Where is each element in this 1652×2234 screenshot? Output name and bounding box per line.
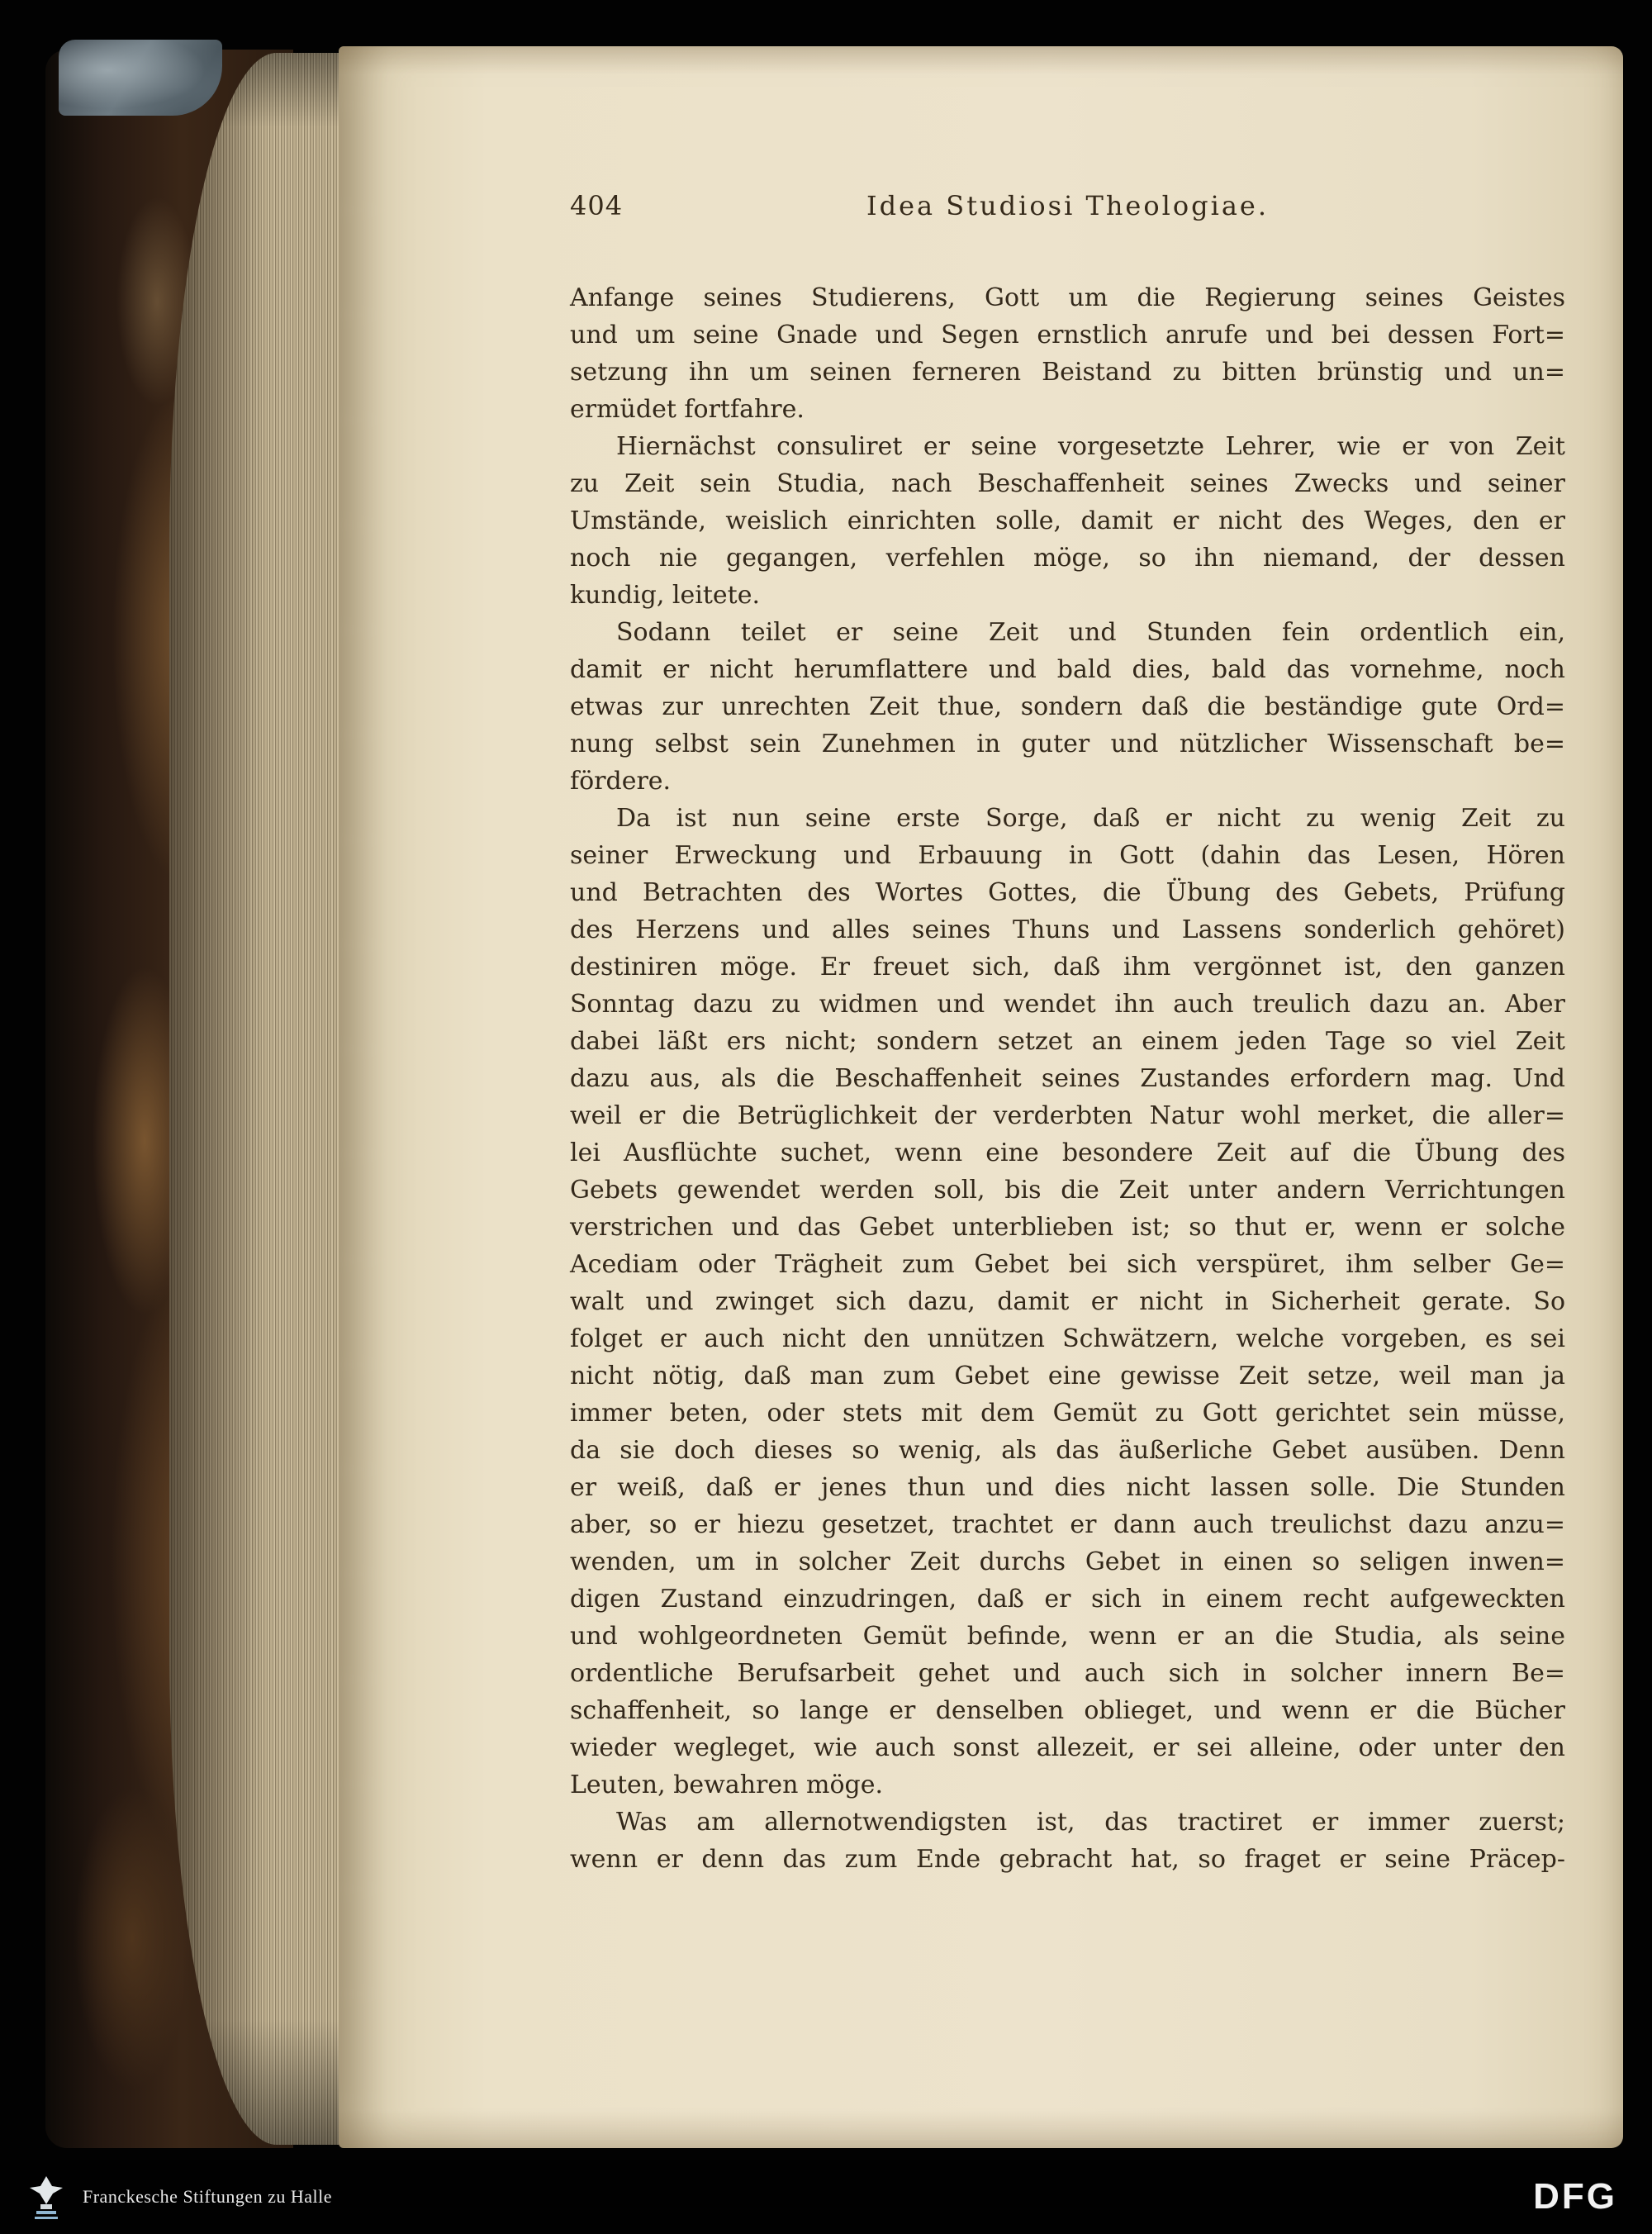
text-line: Hiernächst consuliret er seine vorgesetzte Lehrer, wie er von Zeit — [616, 432, 1565, 461]
text-line: ermüdet fortfahre. — [570, 395, 805, 424]
text-line: damit er nicht herumflattere und bald dies, bald das vornehme, noch — [570, 655, 1565, 684]
footer-left — [23, 2171, 332, 2222]
paragraph — [570, 614, 1565, 800]
paragraph — [570, 428, 1565, 614]
footer-bar — [0, 2160, 1652, 2234]
text-line: aber, so er hiezu gesetzet, trachtet er dann auch treulichst dazu anzu= — [570, 1510, 1565, 1539]
text-line: wenden, um in solcher Zeit durchs Gebet in einen so seligen inwen= — [570, 1547, 1565, 1576]
text-line: Sodann teilet er seine Zeit und Stunden fein ordentlich ein, — [616, 618, 1565, 647]
text-line: Anfange seines Studierens, Gott um die Regierung seines Geistes — [570, 283, 1565, 312]
text-line: etwas zur unrechten Zeit thue, sondern daß die beständige gute Ord= — [570, 692, 1565, 721]
text-line: Da ist nun seine erste Sorge, daß er nicht zu wenig Zeit zu — [616, 804, 1565, 833]
text-line: Acediam oder Trägheit zum Gebet bei sich verspüret, ihm selber Ge= — [570, 1250, 1565, 1279]
text-line: wenn er denn das zum Ende gebracht hat, so fraget er seine Präcep- — [570, 1845, 1565, 1874]
text-line: dazu aus, als die Beschaffenheit seines Zustandes erfordern mag. Und — [570, 1064, 1565, 1093]
text-line: Umstände, weislich einrichten solle, damit er nicht des Weges, den er — [570, 506, 1565, 535]
text-line: kundig, leitete. — [570, 581, 760, 610]
text-line: wieder wegleget, wie auch sonst allezeit, er sei alleine, oder unter den — [570, 1733, 1565, 1762]
text-line: immer beten, oder stets mit dem Gemüt zu Gott gerichtet sein müsse, — [570, 1399, 1565, 1428]
text-line: schaffenheit, so lange er denselben oblieget, und wenn er die Bücher — [570, 1696, 1565, 1725]
franckesche-stiftungen-emblem-icon — [23, 2171, 69, 2222]
footer-institution-label: Franckesche Stiftungen zu Halle — [83, 2186, 333, 2207]
text-line: seiner Erweckung und Erbauung in Gott (dahin das Lesen, Hören — [570, 841, 1565, 870]
text-line: Was am allernotwendigsten ist, das tractiret er immer zuerst; — [616, 1808, 1565, 1837]
text-line: nung selbst sein Zunehmen in guter und nützlicher Wissenschaft be= — [570, 730, 1565, 758]
paragraph — [570, 1804, 1565, 1878]
text-line: destiniren möge. Er freuet sich, daß ihm vergönnet ist, den ganzen — [570, 953, 1565, 982]
text-line: noch nie gegangen, verfehlen möge, so ihn niemand, der dessen — [570, 544, 1565, 573]
text-line: und um seine Gnade und Segen ernstlich anrufe und bei dessen Fort= — [570, 321, 1565, 349]
text-line: da sie doch dieses so wenig, als das äußerliche Gebet ausüben. Denn — [570, 1436, 1565, 1465]
text-line: digen Zustand einzudringen, daß er sich in einem recht aufgeweckten — [570, 1585, 1565, 1614]
book-headcap-marble — [59, 40, 222, 116]
text-line: lei Ausflüchte suchet, wenn eine besondere Zeit auf die Übung des — [570, 1138, 1565, 1167]
text-line: weil er die Betrüglichkeit der verderbten Natur wohl merket, die aller= — [570, 1101, 1565, 1130]
text-line: verstrichen und das Gebet unterblieben ist; so thut er, wenn er solche — [570, 1213, 1565, 1242]
text-block — [570, 279, 1565, 1878]
text-line: setzung ihn um seinen ferneren Beistand zu bitten brünstig und un= — [570, 358, 1565, 387]
text-line: zu Zeit sein Studia, nach Beschaffenheit seines Zwecks und seiner — [570, 469, 1565, 498]
text-line: und wohlgeordneten Gemüt befinde, wenn er an die Studia, als seine — [570, 1622, 1565, 1651]
book — [45, 40, 1623, 2160]
dfg-logo: DFG — [1533, 2176, 1617, 2217]
paragraph — [570, 279, 1565, 428]
paragraph — [570, 800, 1565, 1804]
text-line: nicht nötig, daß man zum Gebet eine gewisse Zeit setze, weil man ja — [570, 1362, 1565, 1390]
text-line: des Herzens und alles seines Thuns und Lassens sonderlich gehöret) — [570, 915, 1565, 944]
page-number: 404 — [570, 190, 624, 221]
text-line: Gebets gewendet werden soll, bis die Zeit unter andern Verrichtungen — [570, 1176, 1565, 1205]
text-line: folget er auch nicht den unnützen Schwätzern, welche vorgeben, es sei — [570, 1324, 1565, 1353]
page-header — [570, 188, 1565, 223]
text-line: fördere. — [570, 767, 672, 796]
text-line: Sonntag dazu zu widmen und wendet ihn auch treulich dazu an. Aber — [570, 990, 1565, 1019]
running-title: Idea Studiosi Theologiae. — [866, 190, 1270, 221]
text-line: dabei läßt ers nicht; sondern setzet an einem jeden Tage so viel Zeit — [570, 1027, 1565, 1056]
text-line: walt und zwinget sich dazu, damit er nicht in Sicherheit gerate. So — [570, 1287, 1565, 1316]
text-line: und Betrachten des Wortes Gottes, die Übung des Gebets, Prüfung — [570, 878, 1565, 907]
text-line: Leuten, bewahren möge. — [570, 1771, 883, 1799]
book-page — [339, 46, 1623, 2148]
text-line: er weiß, daß er jenes thun und dies nicht lassen solle. Die Stunden — [570, 1473, 1565, 1502]
text-line: ordentliche Berufsarbeit gehet und auch sich in solcher innern Be= — [570, 1659, 1565, 1688]
